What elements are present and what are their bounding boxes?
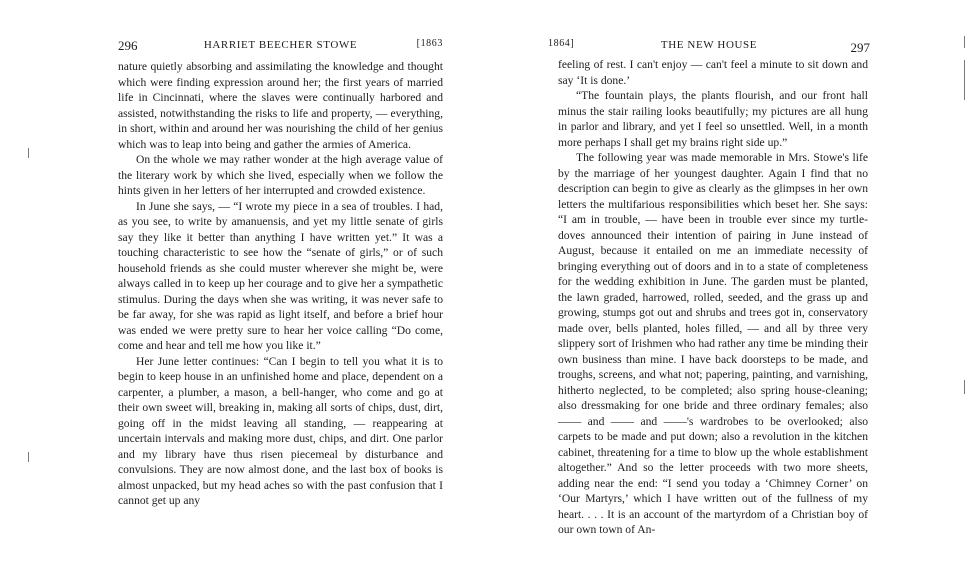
left-running-title: HARRIET BEECHER STOWE bbox=[203, 39, 358, 51]
paragraph: Her June letter continues: “Can I begin to tell you what it is to begin to keep house in an unfinished home and place, dependent on a carpenter, a plumber, a mason, a bell-hanger, who come and go at their own sweet will, breaking in, making all sorts of chips, dust, dirt, going off in the midst leaving all standing, — reappearing at uncertain intervals and making more dust, chips, and dirt. One parlor and my library have thus risen piecemeal by disturbance and convulsions. They are now almost done, and the last box of books is almost unpacked, but my head aches so with the past confusion that I cannot get up any bbox=[118, 354, 443, 507]
scan-margin-mark bbox=[964, 380, 965, 394]
right-page-number: 297 bbox=[850, 40, 870, 55]
right-year-marker: 1864] bbox=[548, 38, 575, 49]
scan-margin-mark bbox=[964, 60, 965, 100]
left-page-body bbox=[118, 59, 443, 509]
right-page-body bbox=[558, 57, 868, 538]
scan-margin-mark bbox=[964, 36, 965, 48]
paragraph: “The fountain plays, the plants flourish, and our front hall minus the stair railing looks beautifully; my pictures are all hung in parlor and library, and yet I feel so unsettled. Well, in a month more perhaps I shall get my brains right side up.” bbox=[558, 89, 868, 149]
left-year-marker: [1863 bbox=[416, 38, 443, 49]
scan-margin-mark bbox=[28, 452, 29, 462]
right-page-header bbox=[548, 38, 870, 56]
paragraph: The following year was made memorable in Mrs. Stowe's life by the marriage of her youngest daughter. Again I find that no description can begin to give as clearly as the glimpses in her own letters the multifarious responsibilities which beset her. She says: “I am in trouble, — have been in trouble ever since my turtle-doves announced their intention of pairing in June instead of August, because it entailed on me an immediate necessity of bringing everything out of doors and in to a state of completeness for the wedding exhibition in June. The garden must be planted, the lawn graded, harrowed, rolled, seeded, and the grass up and growing, stumps got out and shrubs and trees got in, conservatory made over, bells planted, holes filled, — and all by three very slippery sort of Irishmen who had rather any time be minding their own business than mine. I have back doorsteps to be made, and troughs, screens, and what not; papering, painting, and varnishing, hitherto neglected, to be completed; also spring house-cleaning; also dressmaking for one bride and three ordinary females; also —— and —— and ——'s wardrobes to be overlooked; also carpets to be made and put down; also a revolution in the kitchen cabinet, threatening for a time to blow up the whole establishment altogether.” And so the letter proceeds with two more sheets, adding near the end: “I send you today a ‘Chimney Corner’ on ‘Our Martyrs,’ which I have written out of the fullness of my heart. . . . It is an account of the martyrdom of a Christian boy of our own town of An- bbox=[558, 151, 868, 536]
paragraph: feeling of rest. I can't enjoy — can't feel a minute to sit down and say ‘It is done.’ bbox=[558, 58, 868, 87]
left-page-header bbox=[118, 38, 443, 56]
left-page-number: 296 bbox=[118, 38, 138, 53]
paragraph: In June she says, — “I wrote my piece in a sea of troubles. I had, as you see, to write by amanuensis, and yet my little senate of girls say they like it better than anything I have written yet.” It was a touching characteristic to see how the “senate of girls,” or of such household friends as she could muster wherever she might be, were always called in to keep up her courage and to give her a sympathetic stimulus. During the days when she was writing, it was never safe to be far away, for she was rapid as light itself, and before a brief hour was ended we were pretty sure to hear her voice calling “Do come, come and hear and tell me how you like it.” bbox=[118, 199, 443, 352]
paragraph: nature quietly absorbing and assimilating the knowledge and thought which were finding expression around her; the first years of married life in Cincinnati, where the slaves were continually harbored and assisted, notwithstanding the risks to life and property, — everything, in short, within and around her was nourishing the child of her genius which was to leap into being and gather the armies of America. bbox=[118, 60, 443, 151]
paragraph: On the whole we may rather wonder at the high average value of the literary work by which she lived, especially when we follow the hints given in her letters of her interrupted and crowded existence. bbox=[118, 153, 443, 197]
scan-margin-mark bbox=[28, 148, 29, 158]
right-running-title: THE NEW HOUSE bbox=[660, 39, 758, 51]
